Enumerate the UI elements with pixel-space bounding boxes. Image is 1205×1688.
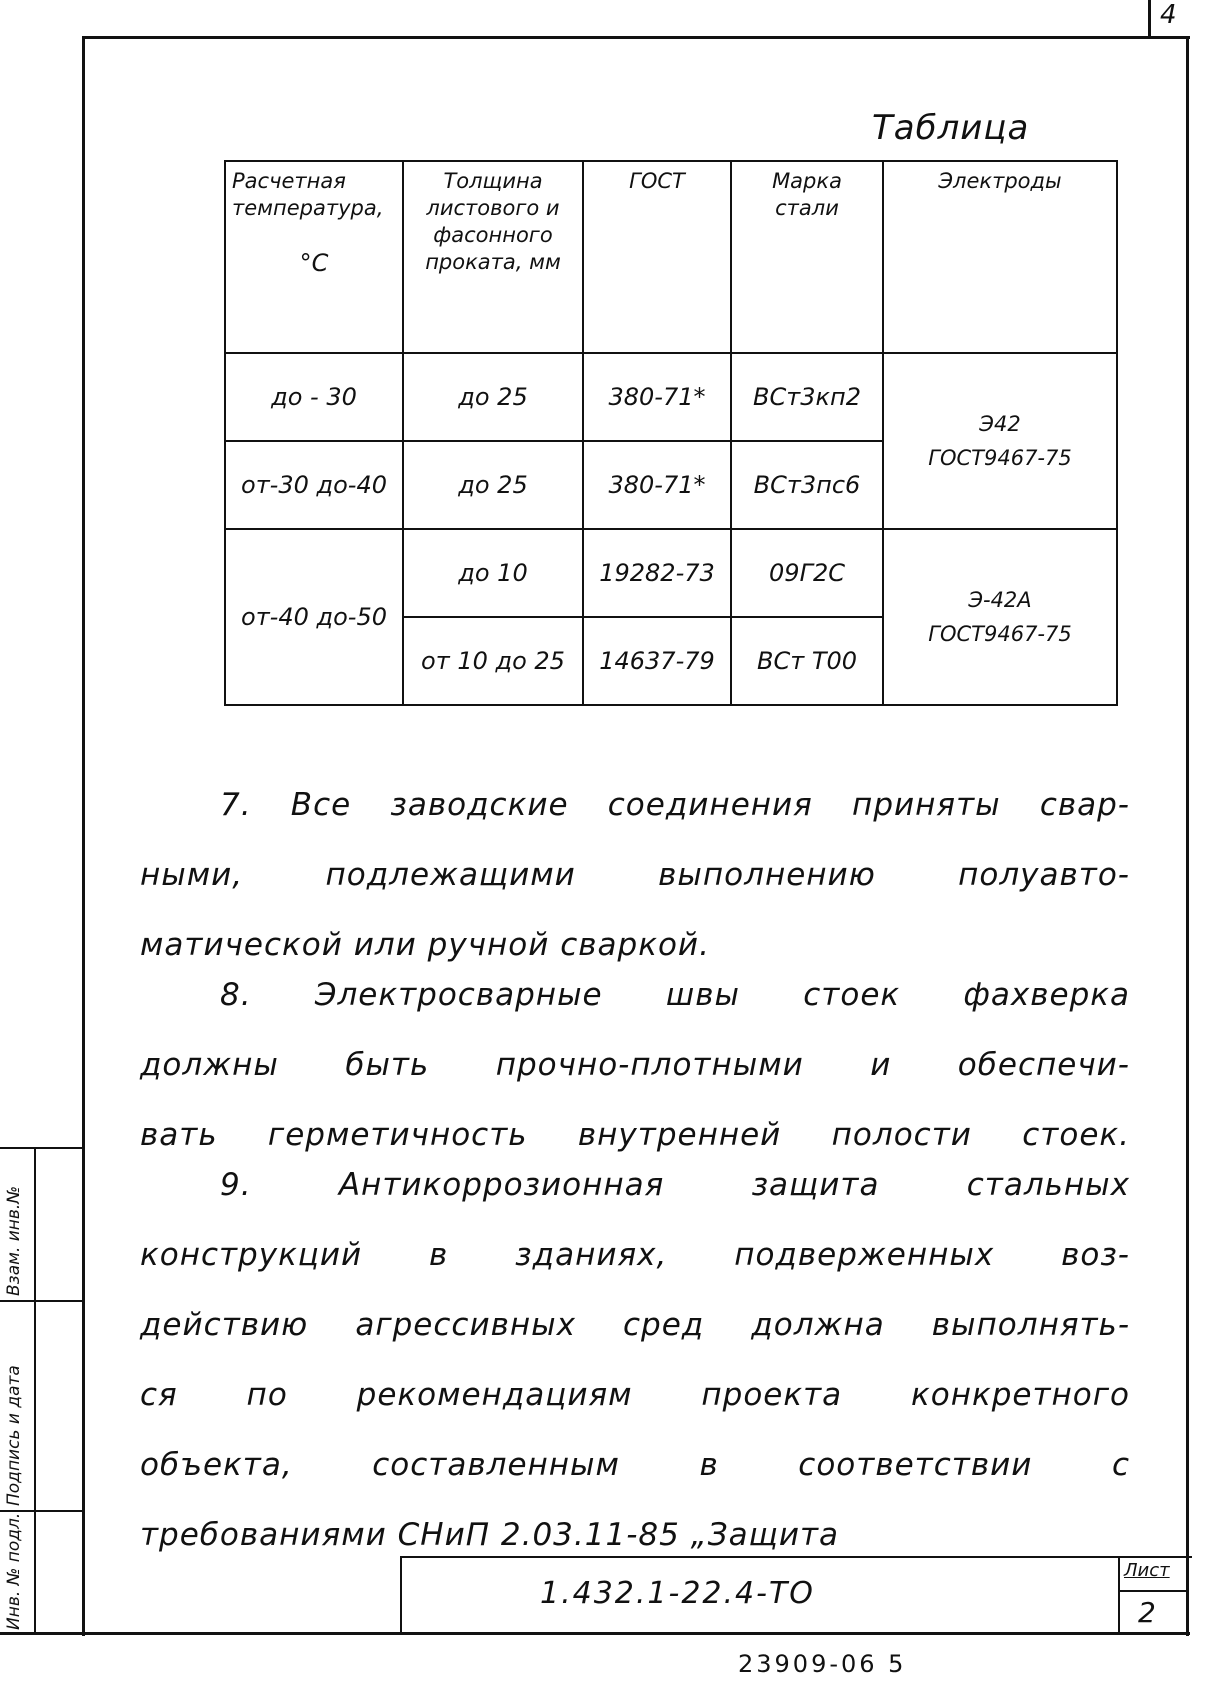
cell-steel: ВСт Т00 [731,617,883,705]
archive-number: 23909-06 5 [738,1650,907,1678]
header-temperature-label: Расчетная температура, [232,169,384,220]
table-caption: Таблица [872,108,1030,148]
header-electrodes: Электроды [883,161,1117,353]
cell-thickness: до 25 [403,353,583,441]
electrode-gost: ГОСТ9467-75 [928,622,1072,646]
paragraph-line: требованиями СНиП 2.03.11-85 „Защита [140,1517,840,1553]
stamp-label-signature-date: Подпись и дата [4,1365,24,1506]
cell-thickness: до 10 [403,529,583,617]
cell-electrodes [883,353,1117,529]
paragraph-line: 9. Антикоррозионная защита стальных [220,1167,1130,1203]
cell-gost: 19282-73 [583,529,731,617]
page-number: 4 [1160,0,1178,30]
header-temperature-unit: °C [299,249,329,277]
document-code: 1.432.1-22.4-ТО [540,1576,815,1611]
cell-gost: 14637-79 [583,617,731,705]
electrode-gost: ГОСТ9467-75 [928,446,1072,470]
header-temperature [225,161,403,353]
paragraph-9 [140,1150,1130,1570]
paragraph-line: вать герметичность внутренней полости стоек. [140,1117,1130,1153]
sheet-cell-divider [1118,1590,1186,1592]
cell-gost: 380-71* [583,441,731,529]
header-thickness: Толщина листового и фасонного проката, мм [403,161,583,353]
sheet-number: 2 [1138,1596,1156,1629]
table-header-row [225,161,1117,353]
paragraph-line: матической или ручной сваркой. [140,927,710,963]
header-steel: Марка стали [731,161,883,353]
cell-steel: 09Г2С [731,529,883,617]
paragraph-7 [140,770,1130,980]
cell-temperature: от-40 до-50 [225,529,403,705]
frame-left-border [82,36,85,1636]
cell-gost: 380-71* [583,353,731,441]
cell-steel: ВСт3пс6 [731,441,883,529]
stamp-label-replaced-inv: Взам. инв.№ [4,1185,24,1296]
frame-right-border [1186,36,1189,1636]
cell-electrodes [883,529,1117,705]
page-number-divider [1148,0,1151,36]
welding-table [224,160,1118,706]
header-gost: ГОСТ [583,161,731,353]
paragraph-line: ся по рекомендациям проекта конкретного [140,1377,1130,1413]
frame-top-border [82,36,1190,39]
table-row [225,529,1117,617]
paragraph-line: ными, подлежащими выполнению полуавто- [140,857,1130,893]
paragraph-line: 7. Все заводские соединения приняты свар- [220,787,1130,823]
cell-steel: ВСт3кп2 [731,353,883,441]
cell-thickness: до 25 [403,441,583,529]
cell-temperature: до - 30 [225,353,403,441]
table-row [225,353,1117,441]
paragraph-line: объекта, составленным в соответствии с [140,1447,1130,1483]
electrode-name: Э-42А [968,588,1032,612]
stamp-divider [0,1300,82,1302]
electrode-name: Э42 [979,412,1021,436]
paragraph-line: действию агрессивных сред должна выполнять- [140,1307,1130,1343]
paragraph-line: должны быть прочно-плотными и обеспечи- [140,1047,1130,1083]
paragraph-line: конструкций в зданиях, подверженных воз- [140,1237,1130,1273]
paragraph-line: 8. Электросварные швы стоек фахверка [220,977,1130,1013]
sheet-label: Лист [1124,1560,1170,1581]
paragraph-8 [140,960,1130,1170]
cell-temperature: от-30 до-40 [225,441,403,529]
cell-thickness: от 10 до 25 [403,617,583,705]
stamp-divider [0,1510,82,1512]
stamp-divider [0,1147,82,1149]
stamp-vertical-divider [34,1147,36,1632]
stamp-label-original-inv: Инв. № подл. [4,1512,24,1630]
